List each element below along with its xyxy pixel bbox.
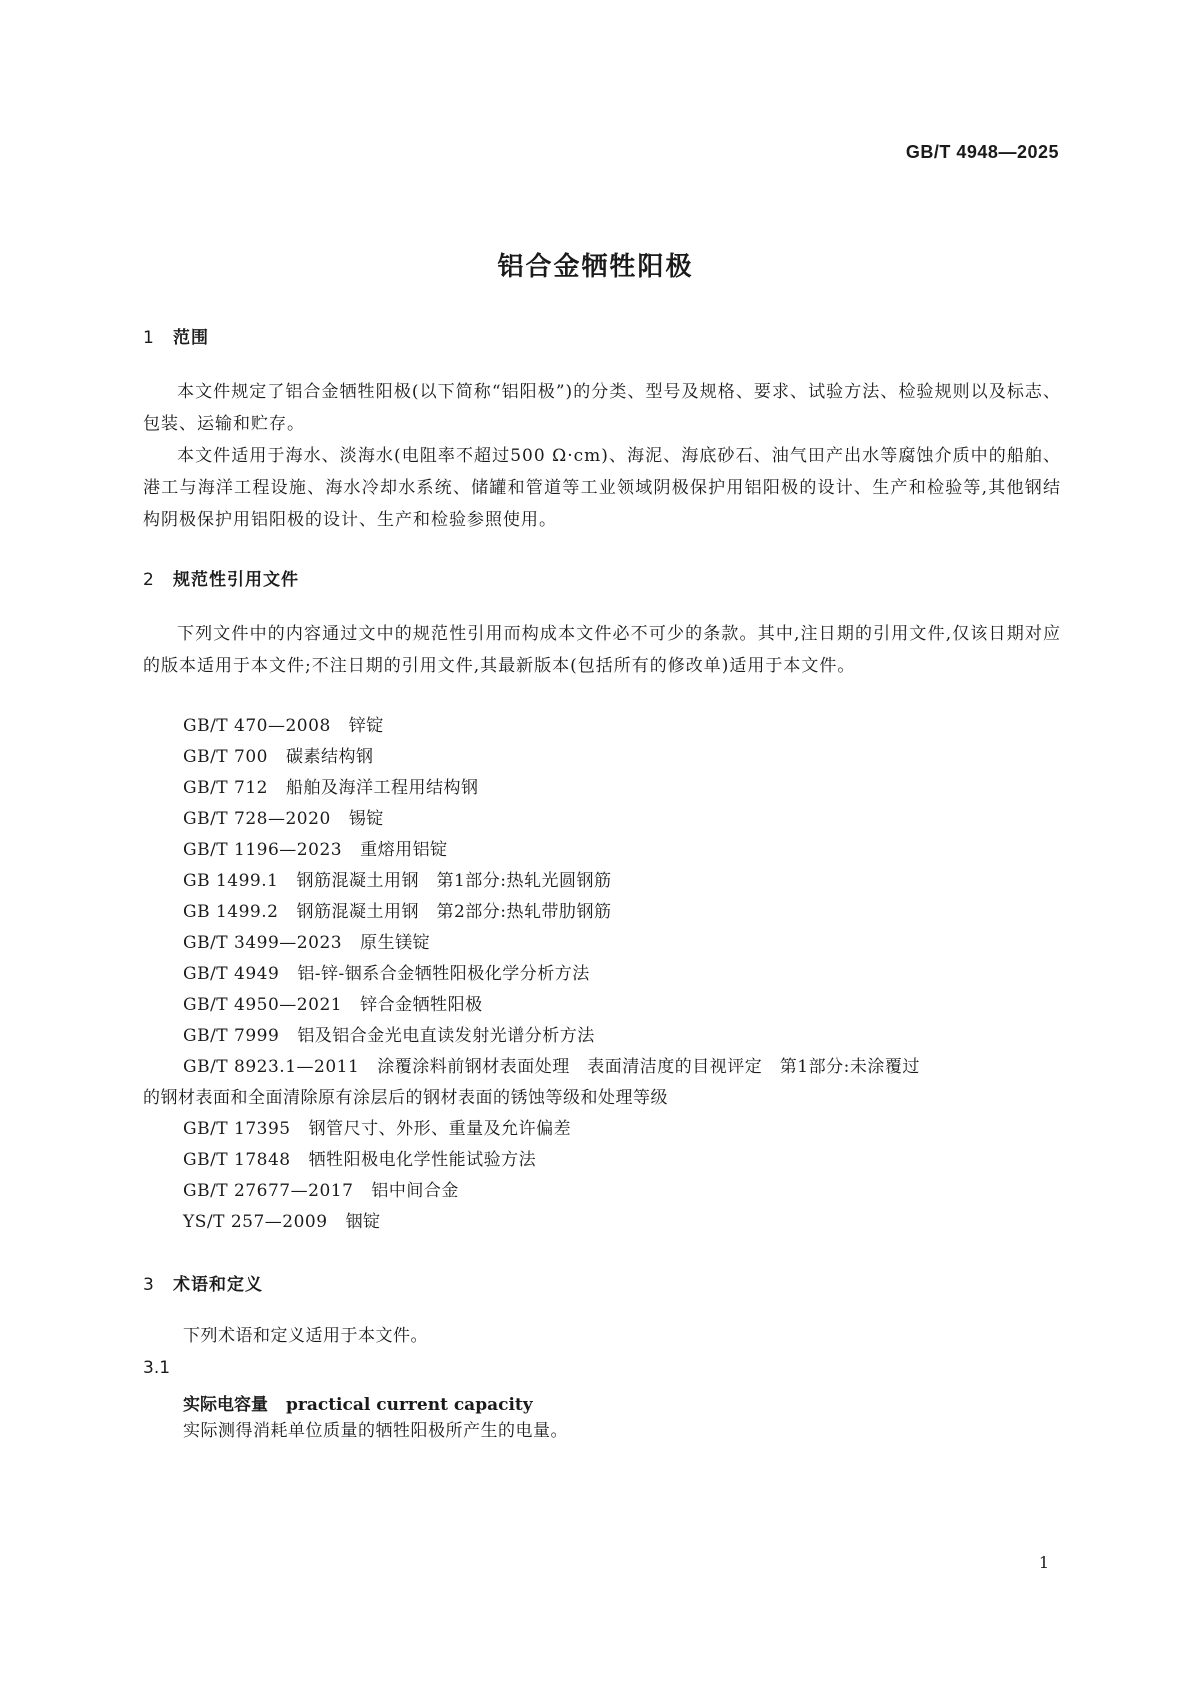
reference-item	[183, 834, 448, 866]
reference-item	[183, 1113, 571, 1145]
reference-name: 锡锭	[348, 809, 384, 829]
reference-item	[183, 865, 612, 897]
reference-code: GB/T 3499—2023	[183, 933, 343, 953]
scope-paragraph-2: 本文件适用于海水、淡海水(电阻率不超过500 Ω·cm)、海泥、海底砂石、油气田产出水等腐蚀介质中的船舶、港工与海洋工程设施、海水冷却水系统、储罐和管道等工业领域阴极保护用铝阳极的设计、生产和检验等,其他钢结构阴极保护用铝阳极的设计、生产和检验参照使用。	[143, 446, 1061, 530]
reference-code: GB 1499.2	[183, 902, 279, 922]
reference-name: 钢筋混凝土用钢 第2部分:热轧带肋钢筋	[296, 902, 612, 922]
reference-item	[183, 1175, 459, 1207]
document-title: 铝合金牺牲阳极	[497, 252, 694, 282]
reference-code: GB/T 17395	[183, 1119, 291, 1139]
reference-code: GB/T 8923.1—2011	[183, 1057, 360, 1077]
page-number: 1	[1038, 1553, 1049, 1572]
reference-code: GB/T 712	[183, 778, 268, 798]
reference-name: 铟锭	[345, 1212, 381, 1232]
reference-item	[183, 927, 430, 959]
term-definition: 实际测得消耗单位质量的牺牲阳极所产生的电量。	[183, 1421, 568, 1441]
scope-paragraph-1: 本文件规定了铝合金牺牲阳极(以下简称“铝阳极”)的分类、型号及规格、要求、试验方法、检验规则以及标志、包装、运输和贮存。	[143, 382, 1061, 434]
reference-name: 锌锭	[348, 716, 384, 736]
section-1-heading	[143, 323, 209, 348]
reference-item	[183, 710, 384, 742]
section-title: 范围	[173, 328, 209, 348]
term-chinese: 实际电容量	[183, 1395, 268, 1415]
reference-continuation: 的钢材表面和全面清除原有涂层后的钢材表面的锈蚀等级和处理等级	[143, 1088, 668, 1108]
reference-code: GB/T 4950—2021	[183, 995, 343, 1015]
reference-code: GB/T 17848	[183, 1150, 291, 1170]
reference-code: YS/T 257—2009	[183, 1212, 328, 1232]
reference-name: 碳素结构钢	[286, 747, 374, 767]
reference-code: GB/T 27677—2017	[183, 1181, 354, 1201]
reference-code: GB/T 1196—2023	[183, 840, 343, 860]
reference-item	[183, 1144, 536, 1176]
reference-name: 牺牲阳极电化学性能试验方法	[308, 1150, 537, 1170]
reference-name: 原生镁锭	[360, 933, 431, 953]
section-number: 3	[143, 1275, 155, 1295]
reference-name: 铝中间合金	[371, 1181, 459, 1201]
reference-name: 钢筋混凝土用钢 第1部分:热轧光圆钢筋	[296, 871, 612, 891]
section-title: 术语和定义	[173, 1275, 263, 1295]
standard-code: GB/T 4948—2025	[905, 142, 1059, 162]
section-2-heading	[143, 565, 299, 590]
reference-name: 铝及铝合金光电直读发射光谱分析方法	[297, 1026, 595, 1046]
reference-item	[183, 896, 612, 928]
section-title: 规范性引用文件	[173, 570, 299, 590]
reference-code: GB/T 7999	[183, 1026, 280, 1046]
reference-item	[183, 803, 384, 835]
reference-code: GB/T 700	[183, 747, 268, 767]
term-number: 3.1	[143, 1358, 171, 1378]
reference-item	[183, 1206, 381, 1238]
reference-item	[183, 989, 483, 1021]
reference-name: 涂覆涂料前钢材表面处理 表面清洁度的目视评定 第1部分:未涂覆过	[377, 1057, 920, 1077]
reference-code: GB/T 470—2008	[183, 716, 331, 736]
reference-name: 钢管尺寸、外形、重量及允许偏差	[308, 1119, 572, 1139]
reference-item	[183, 741, 374, 773]
reference-item	[183, 958, 590, 990]
reference-item	[183, 1051, 920, 1083]
term-heading	[183, 1390, 533, 1415]
section-number: 2	[143, 570, 155, 590]
section-number: 1	[143, 328, 155, 348]
reference-item	[183, 1020, 595, 1052]
reference-item	[183, 772, 479, 804]
section-3-heading	[143, 1270, 263, 1295]
terms-intro: 下列术语和定义适用于本文件。	[183, 1326, 428, 1346]
reference-name: 铝-锌-铟系合金牺牲阳极化学分析方法	[297, 964, 590, 984]
reference-name: 重熔用铝锭	[360, 840, 448, 860]
normative-intro: 下列文件中的内容通过文中的规范性引用而构成本文件必不可少的条款。其中,注日期的引用文件,仅该日期对应的版本适用于本文件;不注日期的引用文件,其最新版本(包括所有的修改单)适用于本文件。	[143, 624, 1061, 676]
reference-name: 船舶及海洋工程用结构钢	[286, 778, 479, 798]
reference-code: GB/T 728—2020	[183, 809, 331, 829]
reference-code: GB/T 4949	[183, 964, 280, 984]
reference-name: 锌合金牺牲阳极	[360, 995, 483, 1015]
reference-code: GB 1499.1	[183, 871, 279, 891]
term-english: practical current capacity	[286, 1395, 533, 1415]
